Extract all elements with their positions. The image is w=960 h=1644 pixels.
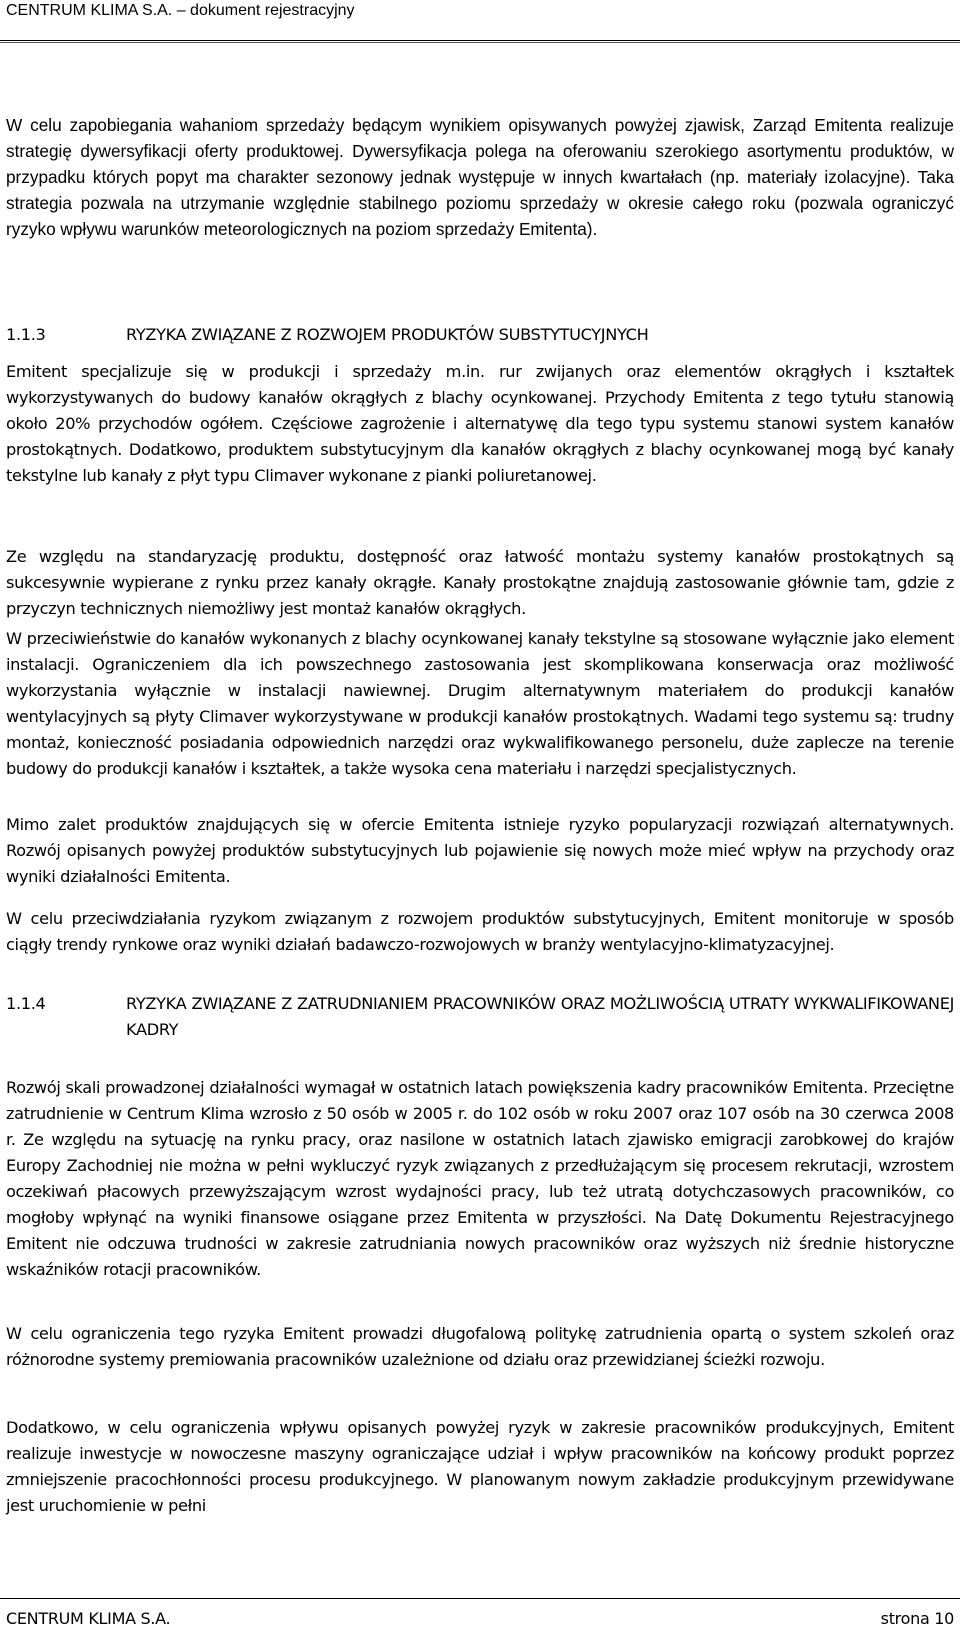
section-1-1-3-paragraph-2 <box>6 544 954 622</box>
body-paragraph: Ze względu na standaryzację produktu, dostępność oraz łatwość montażu systemy kanałów prostokątnych są sukcesywnie wypierane z rynku przez kanały okrągłe. Kanały prostokątne znajdują zastosowanie głównie tam, gdzie z przyczyn technicznych niemożliwy jest montaż kanałów okrągłych. <box>6 547 954 618</box>
section-number: 1.1.3 <box>6 325 46 344</box>
body-paragraph: W celu ograniczenia tego ryzyka Emitent prowadzi długofalową politykę zatrudnienia opartą o system szkoleń oraz różnorodne systemy premiowania pracowników uzależnione od działu oraz przewidzianej ścieżki rozwoju. <box>6 1324 954 1369</box>
section-1-1-3-heading <box>6 322 954 348</box>
section-title: RYZYKA ZWIĄZANE Z ZATRUDNIANIEM PRACOWNIKÓW ORAZ MOŻLIWOŚCIĄ UTRATY WYKWALIFIKOWANEJ KADRY <box>126 994 954 1039</box>
running-footer <box>6 1608 954 1630</box>
running-header: CENTRUM KLIMA S.A. – dokument rejestracyjny <box>6 2 355 19</box>
body-paragraph: W celu przeciwdziałania ryzykom związanym z rozwojem produktów substytucyjnych, Emitent monitoruje w sposób ciągły trendy rynkowe oraz wyniki działań badawczo-rozwojowych w branży wentylacyjno-klimatyzacyjnej. <box>6 909 954 954</box>
body-paragraph: Mimo zalet produktów znajdujących się w ofercie Emitenta istnieje ryzyko popularyzacji rozwiązań alternatywnych. Rozwój opisanych powyżej produktów substytucyjnych lub pojawienie się nowych może mieć wpływ na przychody oraz wyniki działalności Emitenta. <box>6 815 954 886</box>
body-paragraph: Rozwój skali prowadzonej działalności wymagał w ostatnich latach powiększenia kadry pracowników Emitenta. Przeciętne zatrudnienie w Centrum Klima wzrosło z 50 osób w 2005 r. do 102 osób w roku 2007 oraz 107 osób na 30 czerwca 2008 r. Ze względu na sytuację na rynku pracy, oraz nasilone w ostatnich latach zjawisko emigracji zarobkowej do krajów Europy Zachodniej nie można w pełni wykluczyć ryzyk związanych z przedłużającym się procesem rekrutacji, wzrostem oczekiwań płacowych przewyższającym wzrost wydajności pracy, lub też utratą dotychczasowych pracowników, co mogłoby wpłynąć na wyniki finansowe osiągane przez Emitenta w przyszłości. Na Datę Dokumentu Rejestracyjnego Emitent nie odczuwa trudności w zakresie zatrudniania nowych pracowników oraz wyższych niż średnie historyczne wskaźników rotacji pracowników. <box>6 1078 954 1279</box>
body-paragraph: W przeciwieństwie do kanałów wykonanych z blachy ocynkowanej kanały tekstylne są stosowane wyłącznie jako element instalacji. Ograniczeniem dla ich powszechnego zastosowania jest skomplikowana konserwacja oraz możliwość wykorzystania wyłącznie w instalacji nawiewnej. Drugim alternatywnym materiałem do produkcji kanałów wentylacyjnych są płyty Climaver wykorzystywane w produkcji kanałów prostokątnych. Wadami tego systemu są: trudny montaż, konieczność posiadania odpowiednich narzędzi oraz wykwalifikowanego personelu, duże zaplecze na terenie budowy do produkcji kanałów i kształtek, a także wysoka cena materiału i narzędzi specjalistycznych. <box>6 629 954 778</box>
section-1-1-4-paragraph-3 <box>6 1415 954 1519</box>
header-rule-double <box>0 42 960 43</box>
section-1-1-4-paragraph-2 <box>6 1321 954 1373</box>
intro-paragraph: W celu zapobiegania wahaniom sprzedaży będącym wynikiem opisywanych powyżej zjawisk, Zarząd Emitenta realizuje strategię dywersyfikacji oferty produktowej. Dywersyfikacja polega na oferowaniu szerokiego asortymentu produktów, w przypadku których popyt ma charakter sezonowy jednak występuje w innych kwartałach (np. materiały izolacyjne). Taka strategia pozwala na utrzymanie względnie stabilnego poziomu sprzedaży w okresie całego roku (pozwala ograniczyć ryzyko wpływu warunków meteorologicznych na poziom sprzedaży Emitenta). <box>6 115 954 239</box>
section-1-1-3-paragraph-5 <box>6 906 954 958</box>
section-1-1-3-paragraph-3 <box>6 626 954 782</box>
section-1-1-4-paragraph-1 <box>6 1075 954 1283</box>
section-title: RYZYKA ZWIĄZANE Z ROZWOJEM PRODUKTÓW SUBSTYTUCYJNYCH <box>126 325 649 344</box>
page-number: strona 10 <box>880 1609 954 1628</box>
section-number: 1.1.4 <box>6 994 46 1013</box>
body-paragraph: Emitent specjalizuje się w produkcji i sprzedaży m.in. rur zwijanych oraz elementów okrągłych i kształtek wykorzystywanych do budowy kanałów okrągłych z blachy ocynkowanej. Przychody Emitenta z tego tytułu stanowią około 20% przychodów ogółem. Częściowe zagrożenie i alternatywę dla tego typu systemu stanowi system kanałów prostokątnych. Dodatkowo, produktem substytucyjnym dla kanałów okrągłych z blachy ocynkowanej mogą być kanały tekstylne lub kanały z płyt typu Climaver wykonane z pianki poliuretanowej. <box>6 362 954 485</box>
footer-rule <box>0 1598 960 1599</box>
header-rule <box>0 40 960 41</box>
section-1-1-4-heading <box>6 991 954 1043</box>
section-1-1-3-paragraph-4 <box>6 812 954 890</box>
footer-company: CENTRUM KLIMA S.A. <box>6 1609 171 1628</box>
body-paragraph: Dodatkowo, w celu ograniczenia wpływu opisanych powyżej ryzyk w zakresie pracowników produkcyjnych, Emitent realizuje inwestycje w nowoczesne maszyny ograniczające udział i wpływ pracowników na końcowy produkt poprzez zmniejszenie pracochłonności procesu produkcyjnego. W planowanym nowym zakładzie produkcyjnym przewidywane jest uruchomienie w pełni <box>6 1418 954 1515</box>
section-1-1-3-paragraph-1 <box>6 359 954 489</box>
intro-block <box>6 112 954 242</box>
